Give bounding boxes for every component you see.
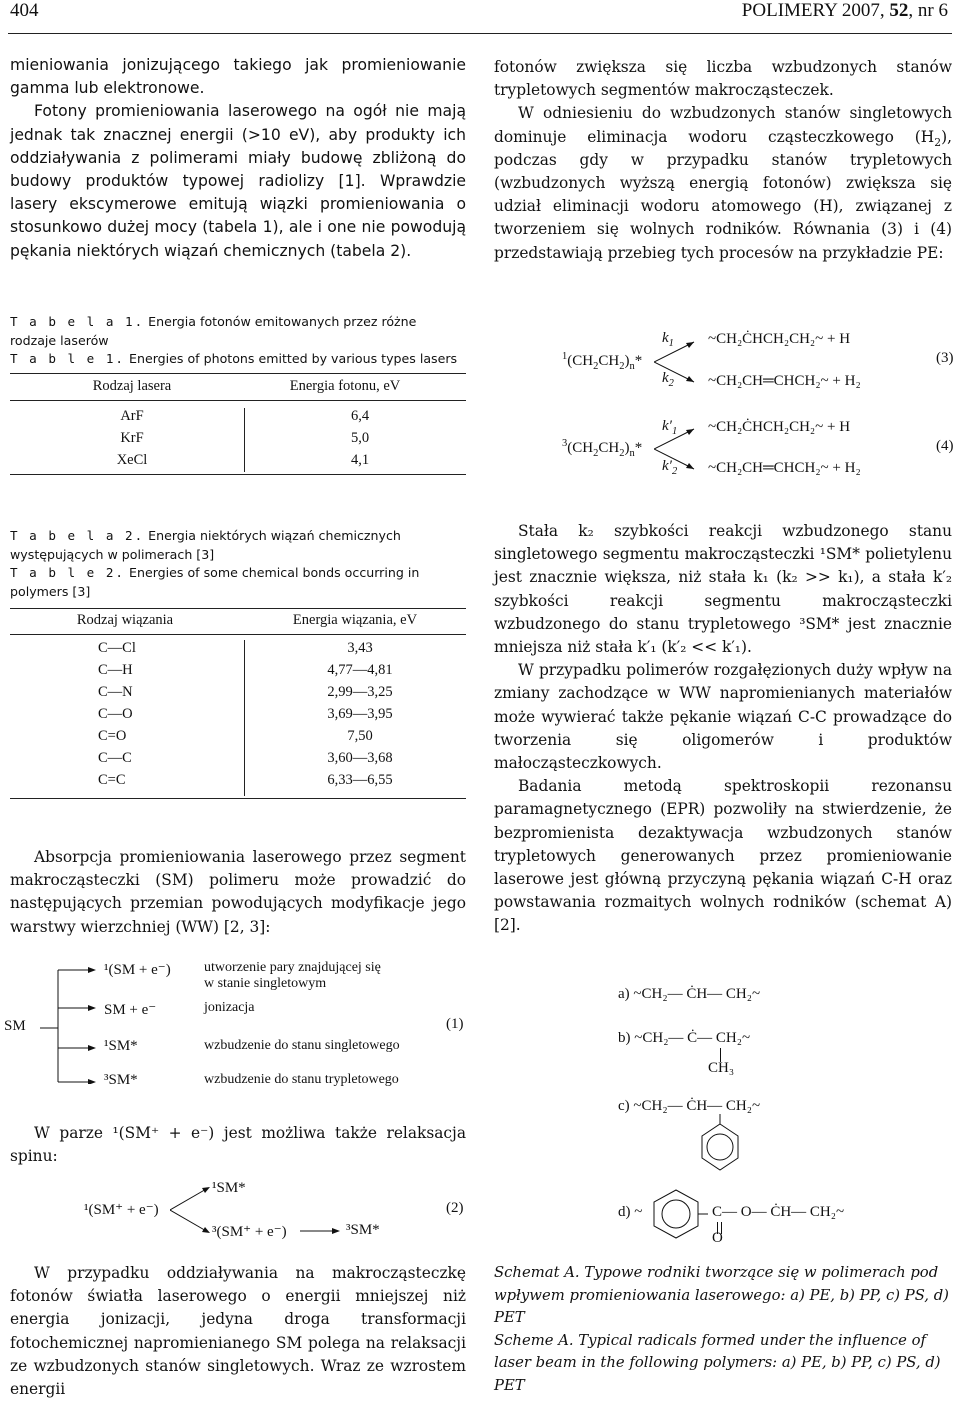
paragraph: mieniowania jonizującego takiego jak promieniowanie gamma lub elektronowe. xyxy=(10,56,466,98)
table-rule xyxy=(10,474,466,475)
equation-number: (2) xyxy=(446,1200,464,1216)
running-header xyxy=(0,0,960,28)
right-top-text xyxy=(494,56,952,265)
radical-ps: c) ~CH₂— ĊH— CH₂~ xyxy=(618,1098,761,1114)
table1-body: ArF 6,4 KrF 5,0 XeCl 4,1 xyxy=(10,408,466,478)
paragraph: Badania metodą spektroskopii rezonansu paramagnetycznego (EPR) pozwoliły na stwierdzenie, że bezpromienista dezaktywacja wzbudzonych stanów trypletowych generowanych przez promieniowanie laserowe jest główną przyczyną pękania wiązań C-H oraz powstawania rozmaitych wolnych rodników (schemat A) [2]. xyxy=(494,777,952,935)
equation-number: (4) xyxy=(936,438,954,454)
paragraph: W przypadku oddziaływania na makrocząsteczkę fotonów światła laserowego o energii mniejszej niż energia jonizacji, jedyna droga transformacji fotochemicznej napromienianego SM polega na relaksacji ze wzbudzonych stanów singletowych. Wraz ze wzrostem energii xyxy=(10,1264,466,1399)
rate-constant-k1p: $k'_1$ xyxy=(662,418,678,437)
scheme-caption xyxy=(494,1262,954,1397)
caption-pl: Schemat A. Typowe rodniki tworzące się w polimerach pod wpływem promieniowania laserowego: a) PE, b) PP, c) PS, d) PET xyxy=(494,1264,949,1326)
benzene-ring-icon xyxy=(684,1114,744,1174)
product-alkene: ~CH₂CH═CHCH₂~ + H₂ xyxy=(708,373,861,389)
rate-constant-k1: $k_1$ xyxy=(662,330,674,349)
branch-arrows xyxy=(654,425,700,475)
equations-3-4 xyxy=(494,320,960,490)
paragraph: Absorpcja promieniowania laserowego przez segment makrocząsteczki (SM) polimeru może prowadzić do następujących przemian powodujących modyfikacje jego warstwy wierzchniej (WW) [2, 3]: xyxy=(10,848,466,936)
radical-pe: a) ~CH₂— ĊH— CH₂~ xyxy=(618,986,761,1002)
caption-en: Scheme A. Typical radicals formed under the influence of laser beam in the following polymers: a) PE, b) PP, c) PS, d) PET xyxy=(494,1331,941,1394)
branch-arrows xyxy=(654,338,700,388)
equation-2: ¹(SM⁺ + e⁻) ¹SM* ³(SM⁺ + e⁻) ³SM* (2) xyxy=(84,1180,464,1240)
table2-caption: T a b e l a 2. Energia niektórych wiązań chemicznych występujących w polimerach [3] T a b l e 2. Energies of some chemical bonds occurring in polymers [3] xyxy=(10,528,420,599)
arrow xyxy=(300,1224,344,1238)
reactant-sm: SM xyxy=(4,1018,26,1034)
radical-pet: C— O— ĊH— CH₂~ xyxy=(712,1204,845,1220)
paragraph: W parze ¹(SM⁺ + e⁻) jest możliwa także relaksacja spinu: xyxy=(10,1124,466,1166)
reactant-triplet: $^3(CH_2CH_2)_n*$ xyxy=(562,438,643,459)
rate-constant-k2p: $k'_2$ xyxy=(662,458,678,477)
table-rule xyxy=(10,400,466,401)
branch-arrows xyxy=(40,964,100,1084)
paragraph: W przypadku polimerów rozgałęzionych duży wpływ na zmiany zachodzące w WW napromienianych materiałów może wywierać także pękanie wiązań C-C prowadzące do tworzenia się oligomerów i produktów małocząsteczkowych. xyxy=(494,661,952,773)
left-bot-text-2 xyxy=(10,1262,466,1401)
paragraph: Stała k₂ szybkości reakcji wzbudzonego stanu singletowego segmentu makrocząsteczki ¹SM* polietylenu jest znacznie większa, niż stała k₁ (k₂ >> k₁), a stała k′₂ szybkości reakcji segmentu makrocząsteczki wzbudzonego do stanu trypletowego ³SM* jest znacznie mniejsza niż stała k′₁ (k′₂ << k′₁). xyxy=(494,522,952,657)
branch-arrows xyxy=(170,1182,214,1238)
header-rule xyxy=(8,33,952,34)
right-mid-text xyxy=(494,520,952,938)
left-bot-text-1 xyxy=(10,1122,466,1168)
paragraph: fotonów zwiększa się liczba wzbudzonych stanów trypletowych segmentów makrocząsteczek. xyxy=(494,58,952,100)
paragraph: Fotony promieniowania laserowego na ogół nie mają jednak tak znacznej energii (>10 eV), aby produkty ich oddziaływania z polimerami miały budowę zbliżoną do budowy produktów typowej radiolizy [1]. Wprawdzie lasery ekscymerowe emitują wiązki promieniowania o stosunkowo dużej mocy (tabela 1), ale i one nie powodują pękania niektórych wiązań chemicznych (tabela 2). xyxy=(10,102,466,260)
table-rule xyxy=(10,373,466,374)
table2-body: C—Cl 3,43 C—H 4,77—4,81 C—N 2,99—3,25 C—O 3,69—3,95 C=O 7,50 C—C 3,60—3,68 C=C 6,33—6,55 xyxy=(10,640,466,800)
equation-1: SM ¹(SM + e⁻) utworzenie pary znajdującej się w stanie singletowym SM + e⁻ jonizacja ¹SM* wzbudzenie do stanu singletowego ³SM* wzbudzenie do stanu trypletowego (1) xyxy=(4,960,464,1088)
table-rule xyxy=(10,798,466,799)
equation-number: (3) xyxy=(936,350,954,366)
table1-caption: T a b e l a 1. Energia fotonów emitowanych przez różne rodzaje laserów T a b l e 1. Energies of photons emitted by various types lasers xyxy=(10,314,458,366)
equation-number: (1) xyxy=(446,1016,464,1032)
table-rule xyxy=(10,608,466,609)
journal-citation: POLIMERY 2007, 52, nr 6 xyxy=(741,0,948,21)
product-alkene: ~CH₂CH═CHCH₂~ + H₂ xyxy=(708,460,861,476)
rate-constant-k2: $k_2$ xyxy=(662,370,674,389)
benzene-ring-icon xyxy=(644,1186,708,1242)
page-number: 404 xyxy=(10,0,39,21)
product-radical: ~CH₂ĊHCH₂CH₂~ + H xyxy=(708,419,851,435)
scheme-a: a) ~CH₂— ĊH— CH₂~ b) ~CH₂— Ċ— CH₂~ CH₃ c) ~CH₂— ĊH— CH₂~ d) ~ C— O— ĊH— CH₂~ O xyxy=(618,986,845,1246)
left-mid-text xyxy=(10,846,466,939)
radical-pp: b) ~CH₂— Ċ— CH₂~ xyxy=(618,1030,751,1046)
reactant-singlet: $^1(CH_2CH_2)_n*$ xyxy=(562,351,643,372)
table-rule xyxy=(10,634,466,635)
product-radical: ~CH₂ĊHCH₂CH₂~ + H xyxy=(708,331,851,347)
paragraph: W odniesieniu do wzbudzonych stanów singletowych dominuje eliminacja wodoru cząsteczkowego $(H_2)$, podczas gdy w przypadku stanów trypletowych (wzbudzonych wyższą energią fotonów) zwiększa się udział eliminacji wodoru atomowego (H), związanej z tworzeniem się wolnych rodników. Równania (3) i (4) przedstawiają przebieg tych procesów na przykładzie PE: xyxy=(494,104,952,262)
left-top-text xyxy=(10,54,466,263)
